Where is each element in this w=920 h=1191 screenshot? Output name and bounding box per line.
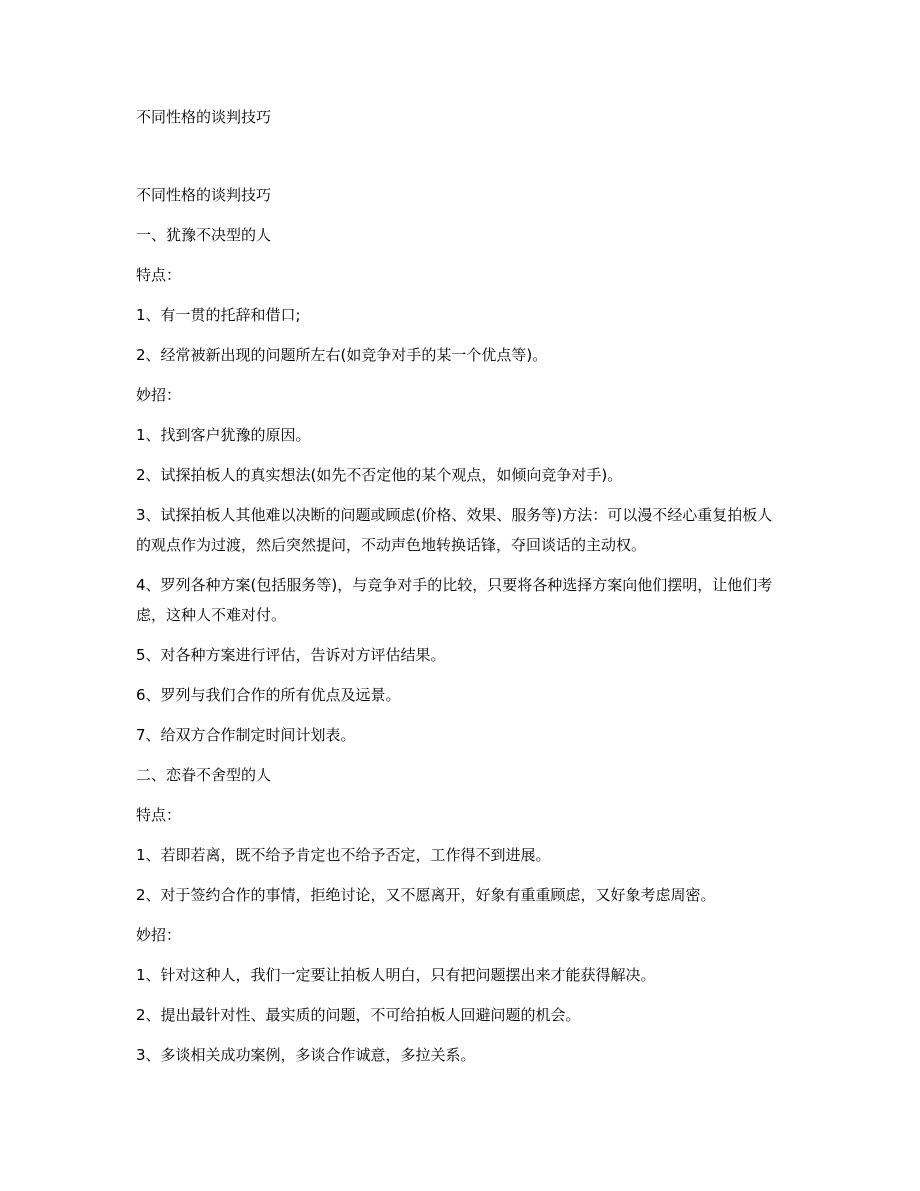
list-item: 3、试探拍板人其他难以决断的问题或顾虑(价格、效果、服务等)方法：可以漫不经心重复拍板人的观点作为过渡，然后突然提问，不动声色地转换话锋，夺回谈话的主动权。 (136, 506, 773, 554)
subsection-heading: 二、恋眷不舍型的人 (136, 766, 272, 784)
list-item: 1、找到客户犹豫的原因。 (136, 426, 311, 444)
list-item: 6、罗列与我们合作的所有优点及远景。 (136, 686, 401, 704)
list-item: 3、多谈相关成功案例，多谈合作诚意，多拉关系。 (136, 1046, 476, 1064)
list-item: 5、对各种方案进行评估，告诉对方评估结果。 (136, 646, 446, 664)
list-item: 1、若即若离，既不给予肯定也不给予否定，工作得不到进展。 (136, 846, 551, 864)
list-item: 2、对于签约合作的事情，拒绝讨论，又不愿离开，好象有重重顾虑，又好象考虑周密。 (136, 886, 716, 904)
label-features: 特点： (136, 266, 182, 284)
list-item: 2、经常被新出现的问题所左右(如竞争对手的某一个优点等)。 (136, 346, 548, 364)
label-features: 特点： (136, 806, 182, 824)
list-item: 2、试探拍板人的真实想法(如先不否定他的某个观点，如倾向竞争对手)。 (136, 466, 623, 484)
subsection-heading: 一、犹豫不决型的人 (136, 226, 272, 244)
label-tips: 妙招： (136, 386, 182, 404)
list-item: 4、罗列各种方案(包括服务等)，与竞争对手的比较，只要将各种选择方案向他们摆明，让他们考虑，这种人不难对付。 (136, 576, 773, 624)
list-item: 2、提出最针对性、最实质的问题，不可给拍板人回避问题的机会。 (136, 1006, 581, 1024)
list-item: 7、给双方合作制定时间计划表。 (136, 726, 356, 744)
document-title: 不同性格的谈判技巧 (136, 108, 272, 126)
list-item: 1、针对这种人，我们一定要让拍板人明白，只有把问题摆出来才能获得解决。 (136, 966, 656, 984)
document-body (136, 184, 784, 1084)
list-item: 1、有一贯的托辞和借口; (136, 306, 301, 324)
label-tips: 妙招： (136, 926, 182, 944)
section-heading: 不同性格的谈判技巧 (136, 186, 272, 204)
